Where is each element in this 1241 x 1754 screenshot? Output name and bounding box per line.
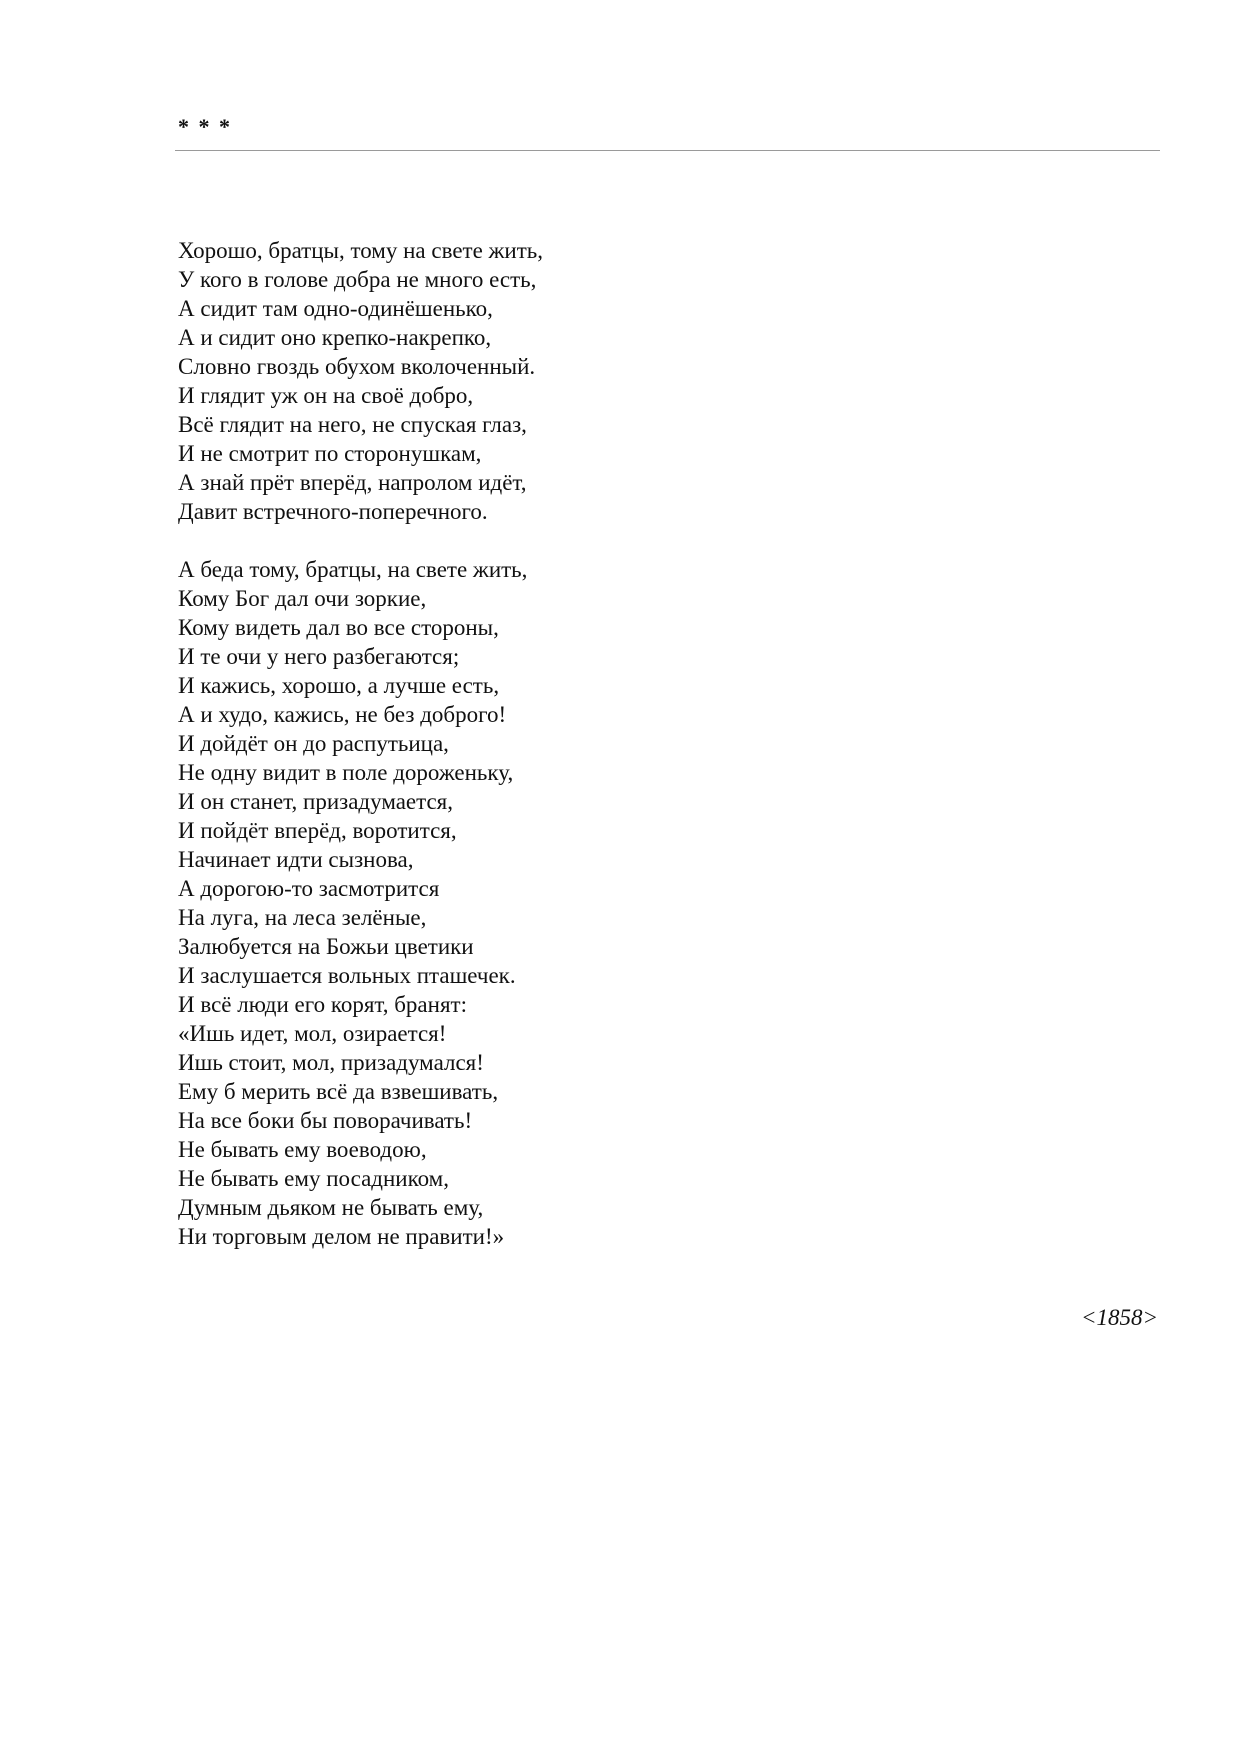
poem-line: На луга, на леса зелёные, (178, 905, 427, 930)
poem-line: И он станет, призадумается, (178, 789, 454, 814)
stanza-2 (178, 555, 1078, 1251)
poem-line: Ни торговым делом не правити!» (178, 1224, 505, 1249)
poem-line: Хорошо, братцы, тому на свете жить, (178, 238, 544, 263)
poem-line: У кого в голове добра не много есть, (178, 267, 537, 292)
poem-line: Не одну видит в поле дороженьку, (178, 760, 514, 785)
poem-line: И те очи у него разбегаются; (178, 644, 460, 669)
poem-line: Залюбуется на Божьи цветики (178, 934, 474, 959)
poem-line: Не бывать ему воеводою, (178, 1137, 427, 1162)
poem-line: На все боки бы поворачивать! (178, 1108, 473, 1133)
poem-line: А беда тому, братцы, на свете жить, (178, 557, 528, 582)
poem-line: Думным дьяком не бывать ему, (178, 1195, 484, 1220)
stanza-1 (178, 236, 1078, 526)
poem-line: Начинает идти сызнова, (178, 847, 414, 872)
poem-line: А сидит там одно-одинёшенько, (178, 296, 493, 321)
poem-title: * * * (178, 114, 232, 139)
poem-line: И заслушается вольных пташечек. (178, 963, 516, 988)
poem-line: А знай прёт вперёд, напролом идёт, (178, 470, 527, 495)
poem-line: Ишь стоит, мол, призадумался! (178, 1050, 484, 1075)
poem-line: Ему б мерить всё да взвешивать, (178, 1079, 499, 1104)
poem-line: И глядит уж он на своё добро, (178, 383, 474, 408)
poem-line: И пойдёт вперёд, воротится, (178, 818, 457, 843)
poem-line: А и худо, кажись, не без доброго! (178, 702, 507, 727)
poem-line: И не смотрит по сторонушкам, (178, 441, 482, 466)
poem-line: И кажись, хорошо, а лучше есть, (178, 673, 500, 698)
poem-body (178, 236, 1078, 1251)
poem-line: Давит встречного-поперечного. (178, 499, 488, 524)
poem-line: И дойдёт он до распутьица, (178, 731, 449, 756)
poem-line: А дорогою-то засмотрится (178, 876, 440, 901)
poem-date: <1858> (1080, 1305, 1158, 1330)
poem-line: «Ишь идет, мол, озирается! (178, 1021, 447, 1046)
poem-line: Не бывать ему посадником, (178, 1166, 449, 1191)
page-header (175, 116, 1160, 151)
poem-line: Кому Бог дал очи зоркие, (178, 586, 427, 611)
poem-line: И всё люди его корят, бранят: (178, 992, 467, 1017)
poem-line: Всё глядит на него, не спуская глаз, (178, 412, 527, 437)
poem-line: Кому видеть дал во все стороны, (178, 615, 499, 640)
poem-line: А и сидит оно крепко-накрепко, (178, 325, 492, 350)
poem-line: Словно гвоздь обухом вколоченный. (178, 354, 536, 379)
